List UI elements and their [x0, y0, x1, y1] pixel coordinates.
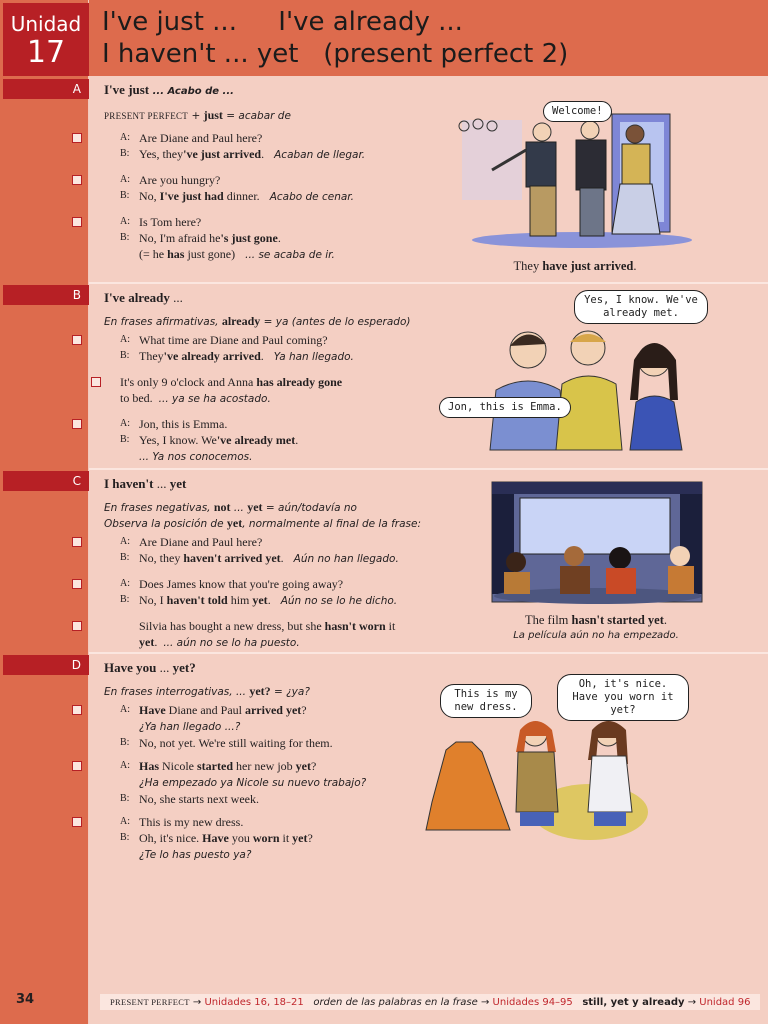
section-label-c: C [3, 471, 89, 491]
checkbox-icon [72, 761, 82, 771]
speaker-label: B: [120, 148, 130, 159]
example-text: . [260, 349, 264, 363]
example-text: ? [311, 759, 317, 773]
rule-text: En frases afirmativas, [104, 316, 222, 328]
title-translation: ... Acabo de ... [149, 86, 234, 97]
example-text: Silvia has bought a new dress, but she [139, 619, 325, 633]
translation: Ya han llegado. [273, 351, 354, 363]
example-3 [104, 416, 410, 465]
example-line-tr [139, 846, 366, 863]
footer-text: PRESENT PERFECT [110, 997, 190, 1007]
example-text: They [139, 349, 164, 363]
example-1 [104, 702, 366, 751]
checkbox-icon [72, 621, 82, 631]
speech-bubble-welcome: Welcome! [543, 101, 612, 122]
example-line-b [120, 592, 421, 609]
page-number: 34 [16, 992, 35, 1007]
example-text: No, not yet. We're still waiting for them. [139, 736, 333, 750]
example-bold: has already gone [256, 375, 343, 389]
rule-text: = ¿ya? [270, 686, 310, 698]
example-bold: haven't arrived yet [183, 551, 281, 565]
section-a-title [104, 82, 365, 100]
example-3 [104, 814, 366, 863]
example-bold: haven't told [166, 593, 228, 607]
example-text: Are Diane and Paul here? [139, 535, 263, 549]
illustration-arrival [452, 100, 692, 250]
illustration-cinema [490, 480, 706, 606]
caption-text: They [513, 259, 543, 273]
speech-bubble-new-dress: This is my new dress. [440, 684, 532, 718]
example-line-a [120, 814, 366, 830]
translation: ... Ya nos conocemos. [139, 451, 253, 463]
example-bold: Have [139, 703, 166, 717]
example-line-tr [139, 774, 366, 791]
example-bold: worn [252, 831, 280, 845]
speaker-label: A: [120, 816, 130, 827]
footer-text: still, yet y already [582, 997, 685, 1008]
example-bold: 've already arrived [163, 349, 261, 363]
example-text: . [261, 147, 265, 161]
rule-bold: yet [226, 516, 243, 530]
unit-box [3, 3, 89, 76]
example-bold: yet [139, 635, 155, 649]
title-bold: I've just [104, 82, 150, 97]
checkbox-icon [72, 817, 82, 827]
example-2 [104, 172, 365, 205]
caption-text: . [663, 613, 667, 627]
example-line-a [120, 214, 365, 230]
rule-text: En frases negativas, [104, 502, 214, 514]
example-line-b [120, 146, 366, 163]
example-bold: 's just gone [220, 231, 278, 245]
rule-line-2 [104, 516, 421, 532]
translation: Acabo de cenar. [269, 191, 354, 203]
example-text: Yes, I know. We [139, 433, 217, 447]
section-divider [89, 652, 768, 654]
arrow-icon: → [189, 997, 205, 1008]
example-1 [104, 534, 421, 567]
example-line-a [120, 702, 366, 718]
example-text: . [267, 593, 271, 607]
example-line-b [120, 348, 410, 365]
example-text: It's only 9 o'clock and Anna [120, 375, 257, 389]
checkbox-icon [72, 705, 82, 715]
example-line-2 [120, 390, 410, 407]
example-bold: started [197, 759, 234, 773]
checkbox-icon [72, 217, 82, 227]
example-text: Diane and Paul [165, 703, 245, 717]
example-line-a [120, 576, 421, 592]
example-text: Is Tom here? [139, 215, 202, 229]
example-line-b [120, 188, 365, 205]
footer-references [100, 994, 760, 1010]
example-line-2 [139, 634, 421, 651]
footer-link[interactable]: Unidades 16, 18–21 [204, 997, 304, 1008]
speaker-label: B: [120, 232, 130, 243]
translation: Aún no se lo he dicho. [280, 595, 398, 607]
example-text: just gone) [184, 247, 236, 261]
footer-link[interactable]: Unidad 96 [699, 997, 751, 1008]
title-bold: yet [172, 660, 190, 675]
example-line-a [120, 416, 410, 432]
example-line-b [120, 735, 366, 751]
section-d [104, 660, 366, 863]
example-line-1 [139, 618, 421, 634]
example-text: ? [307, 831, 313, 845]
example-2 [104, 758, 366, 807]
caption-bold: hasn't started yet [571, 613, 664, 627]
example-text: What time are Diane and Paul coming? [139, 333, 328, 347]
checkbox-icon [72, 579, 82, 589]
rule-text: = ya (antes de lo esperado) [260, 316, 411, 328]
rule-text: = aún/todavía no [262, 502, 357, 514]
speaker-label: A: [120, 132, 130, 143]
speaker-label: B: [120, 350, 130, 361]
rule-text: ... [230, 502, 248, 514]
example-line-b [120, 791, 366, 807]
example-bold: 've already met [216, 433, 296, 447]
checkbox-icon [72, 133, 82, 143]
example-line-b [120, 550, 421, 567]
title-bold: I haven't [104, 476, 154, 491]
speech-bubble-worn-it: Oh, it's nice. Have you worn it yet? [557, 674, 689, 721]
example-text: it [279, 831, 293, 845]
example-text: Are you hungry? [139, 173, 221, 187]
example-1 [104, 332, 410, 365]
page-title: I've just ... I've already ... I haven't ... yet (present perfect 2) [102, 7, 569, 69]
title-text: ... [156, 660, 173, 675]
title-bold: I've already [104, 290, 170, 305]
example-bold: hasn't worn [324, 619, 386, 633]
example-3 [104, 618, 421, 651]
example-text: (= he [139, 247, 168, 261]
unit-number: 17 [26, 35, 66, 70]
example-line-c [139, 448, 410, 465]
translation: Aún no han llegado. [293, 553, 399, 565]
example-2 [104, 576, 421, 609]
translation: ... se acaba de ir. [245, 249, 335, 261]
rule-text: = acabar de [222, 110, 291, 122]
speaker-label: A: [120, 536, 130, 547]
example-1 [104, 130, 365, 163]
rule-line [104, 684, 366, 700]
speaker-label: A: [120, 578, 130, 589]
rule-text: , normalmente al final de la frase: [242, 518, 422, 530]
rule-bold: yet? [249, 684, 271, 698]
title-bold: yet [169, 476, 187, 491]
rule-text: Observa la posición de [104, 518, 227, 530]
speaker-label: B: [120, 793, 130, 804]
title-text: ... [153, 476, 170, 491]
caption-text: The film [525, 613, 572, 627]
example-bold: Have [202, 831, 229, 845]
rule-bold: yet [247, 500, 263, 514]
illustration-new-dress [420, 712, 660, 852]
translation: ... aún no se lo ha puesto. [163, 637, 300, 649]
section-b-title [104, 290, 410, 306]
rule-smallcaps: PRESENT PERFECT [104, 111, 189, 121]
example-text: . [154, 635, 158, 649]
caption-cinema [486, 612, 706, 644]
example-line-c [139, 246, 365, 263]
example-bold: yet [252, 593, 268, 607]
example-text: No, I [139, 593, 167, 607]
title-text: ... [169, 290, 183, 305]
caption-text: . [633, 259, 637, 273]
translation: ¿Ha empezado ya Nicole su nuevo trabajo? [139, 777, 367, 789]
caption-translation: La película aún no ha empezado. [513, 630, 679, 641]
translation: ... ya se ha acostado. [158, 393, 271, 405]
example-text: dinner. [223, 189, 260, 203]
example-text: you [228, 831, 253, 845]
speech-bubble-already-met: Yes, I know. We've already met. [574, 290, 708, 324]
example-bold: arrived yet [244, 703, 302, 717]
section-b [104, 290, 410, 465]
arrow-icon: → [684, 997, 700, 1008]
rule-text: + [188, 110, 204, 122]
example-line-1 [120, 374, 410, 390]
speaker-label: B: [120, 737, 130, 748]
example-text: him [227, 593, 253, 607]
example-bold: has [167, 247, 185, 261]
unit-word: Unidad [10, 12, 82, 36]
example-bold: Has [139, 759, 160, 773]
example-text: No, [139, 189, 160, 203]
caption-arrival [470, 258, 680, 274]
section-c-title [104, 476, 421, 492]
example-2 [104, 374, 410, 407]
example-text: No, I'm afraid he [139, 231, 221, 245]
example-text: No, she starts next week. [139, 792, 259, 806]
section-label-d: D [3, 655, 89, 675]
checkbox-icon [91, 377, 101, 387]
section-a [104, 82, 365, 263]
example-text: No, they [139, 551, 184, 565]
rule-text: En frases interrogativas, ... [104, 686, 250, 698]
speaker-label: A: [120, 174, 130, 185]
translation: ¿Te lo has puesto ya? [139, 849, 252, 861]
title-text: ? [189, 660, 196, 675]
example-line-a [120, 130, 365, 146]
example-line-b [120, 830, 366, 846]
example-bold: I've just had [159, 189, 224, 203]
section-c [104, 476, 421, 651]
speaker-label: A: [120, 704, 130, 715]
footer-link[interactable]: Unidades 94–95 [492, 997, 573, 1008]
translation: ¿Ya han llegado ...? [139, 721, 241, 733]
example-bold: yet [292, 831, 308, 845]
speaker-label: B: [120, 434, 130, 445]
checkbox-icon [72, 335, 82, 345]
example-line-b [120, 230, 365, 246]
section-label-a: A [3, 79, 89, 99]
example-line-a [120, 758, 366, 774]
example-text: ? [301, 703, 307, 717]
translation: Acaban de llegar. [274, 149, 366, 161]
speaker-label: A: [120, 216, 130, 227]
rule-bold: not [213, 500, 231, 514]
checkbox-icon [72, 419, 82, 429]
example-text: This is my new dress. [139, 815, 244, 829]
example-text: it [385, 619, 396, 633]
speaker-label: B: [120, 594, 130, 605]
example-text: to bed. [120, 391, 153, 405]
example-line-tr [139, 718, 366, 735]
example-text: Oh, it's nice. [139, 831, 203, 845]
rule-bold: just [203, 108, 223, 122]
example-text: . [277, 231, 281, 245]
rule-line [104, 108, 365, 124]
example-text: . [295, 433, 299, 447]
example-line-b [120, 432, 410, 448]
illustration-introduction [470, 320, 710, 455]
example-text: . [280, 551, 284, 565]
speaker-label: A: [120, 760, 130, 771]
example-text: Nicole [159, 759, 198, 773]
section-d-title [104, 660, 366, 676]
example-text: her new job [233, 759, 296, 773]
checkbox-icon [72, 537, 82, 547]
example-text: Are Diane and Paul here? [139, 131, 263, 145]
speaker-label: A: [120, 334, 130, 345]
rule-line [104, 314, 410, 330]
example-line-a [120, 172, 365, 188]
footer-text: orden de las palabras en la frase [313, 997, 478, 1008]
speaker-label: B: [120, 832, 130, 843]
example-line-a [120, 534, 421, 550]
rule-line-1 [104, 500, 421, 516]
title-bold: Have you [104, 660, 157, 675]
section-divider [89, 282, 768, 284]
speaker-label: B: [120, 190, 130, 201]
example-text: Jon, this is Emma. [139, 417, 228, 431]
caption-bold: have just arrived [542, 259, 634, 273]
section-label-b: B [3, 285, 89, 305]
checkbox-icon [72, 175, 82, 185]
speech-bubble-this-is-emma: Jon, this is Emma. [439, 397, 571, 418]
speaker-label: A: [120, 418, 130, 429]
example-text: Yes, they [139, 147, 184, 161]
example-bold: yet [295, 759, 311, 773]
example-3 [104, 214, 365, 263]
example-bold: 've just arrived [183, 147, 262, 161]
example-text: Does James know that you're going away? [139, 577, 344, 591]
example-line-a [120, 332, 410, 348]
left-sidebar [0, 0, 88, 1024]
rule-bold: already [221, 314, 261, 328]
arrow-icon: → [477, 997, 493, 1008]
section-divider [89, 468, 768, 470]
speaker-label: B: [120, 552, 130, 563]
